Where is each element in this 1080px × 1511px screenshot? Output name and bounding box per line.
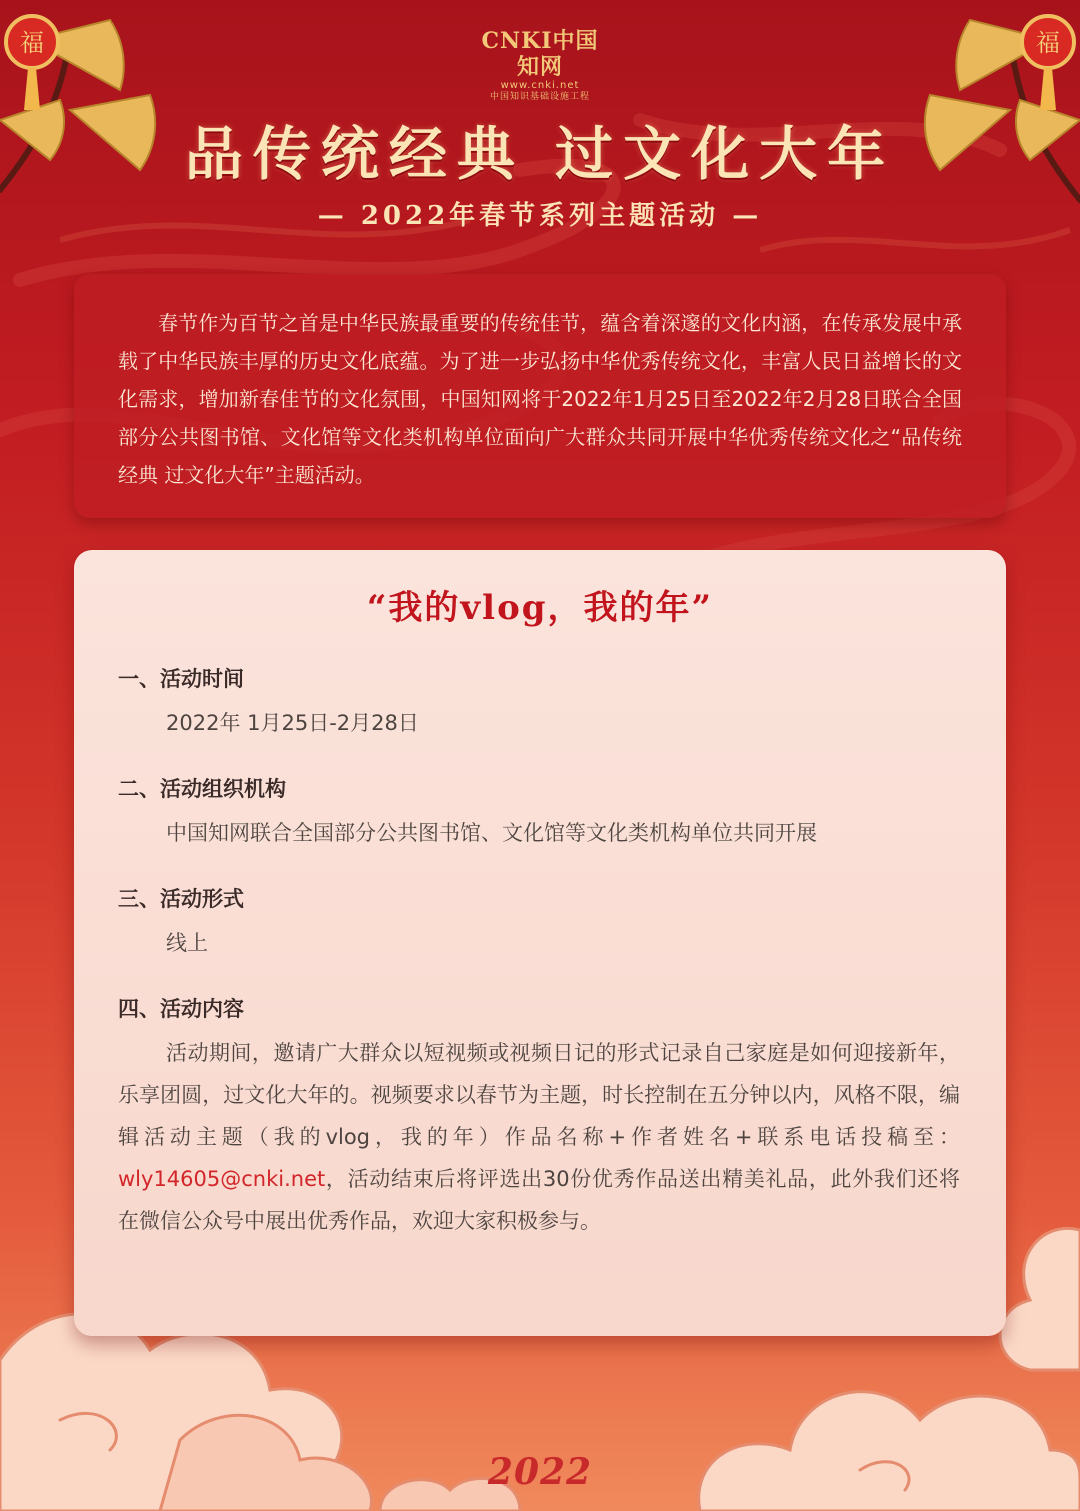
logo-brand: CNKI中国知网 — [481, 28, 599, 80]
logo-url: www.cnki.net — [500, 80, 580, 91]
page-title: 品传统经典 过文化大年 — [184, 120, 896, 188]
section-body: 中国知网联合全国部分公共图书馆、文化馆等文化类机构单位共同开展 — [166, 821, 817, 845]
section-heading: 一、活动时间 — [118, 667, 244, 691]
svg-text:福: 福 — [20, 29, 44, 57]
card-title: “我的vlog，我的年” — [361, 584, 719, 632]
activity-sections — [118, 662, 960, 1270]
lantern-fu-icon — [6, 16, 58, 110]
section-body: 2022年 1月25日-2月28日 — [166, 711, 419, 735]
activity-card — [74, 550, 1006, 1336]
section-organizer — [118, 772, 960, 854]
section-heading: 四、活动内容 — [118, 997, 244, 1021]
section-body: 线上 — [166, 931, 208, 955]
intro-paragraph: 春节作为百节之首是中华民族最重要的传统佳节，蕴含着深邃的文化内涵，在传承发展中承载了中华民族丰厚的历史文化底蕴。为了进一步弘扬中华优秀传统文化，丰富人民日益增长的文化需求，增加新春佳节的文化氛围，中国知网将于2022年1月25日至2022年2月28日联合全国部分公共图书馆、文化馆等文化类机构单位面向广大群众共同开展中华优秀传统文化之“品传统经典 过文化大年”主题活动。 — [118, 311, 962, 487]
page-subtitle: — 2022年春节系列主题活动 — — [317, 201, 763, 231]
card-title-wrap — [74, 584, 1006, 632]
section-time — [118, 662, 960, 744]
logo-subtitle: 中国知识基础设施工程 — [489, 92, 590, 102]
section-content — [118, 992, 960, 1242]
submission-email-link[interactable]: wly14605@cnki.net — [118, 1167, 326, 1191]
svg-text:福: 福 — [1036, 29, 1060, 57]
intro-panel — [74, 274, 1006, 518]
section-heading: 三、活动形式 — [118, 887, 244, 911]
year-mark: 2022 — [487, 1451, 593, 1493]
cnki-logo — [470, 28, 610, 102]
section-format — [118, 882, 960, 964]
lantern-fu-icon — [1022, 16, 1074, 110]
section-heading: 二、活动组织机构 — [118, 777, 286, 801]
section-paragraph — [118, 1032, 960, 1242]
paragraph-text-before: 活动期间，邀请广大群众以短视频或视频日记的形式记录自己家庭是如何迎接新年，乐享团圆，过文化大年的。视频要求以春节为主题，时长控制在五分钟以内，风格不限，编辑活动主题（我的vlog，我的年）作品名称+作者姓名+联系电话投稿至： — [118, 1041, 960, 1149]
paragraph-text-after: ，活动结束后将评选出30份优秀作品送出精美礼品，此外我们还将在微信公众号中展出优秀作品，欢迎大家积极参与。 — [118, 1167, 960, 1233]
